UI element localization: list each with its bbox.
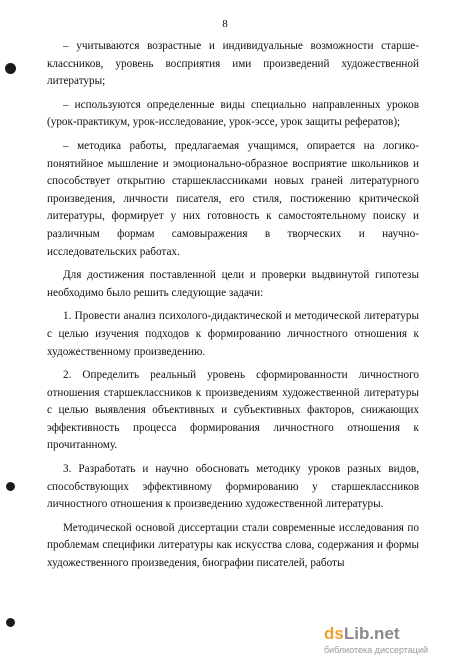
punch-hole-mark (5, 63, 16, 74)
logo-suffix: Lib.net (343, 624, 400, 643)
paragraph-4: Для достижения поставленной цели и проверки выдвинутой гипотезы необходимо было решить следующие задачи: (47, 269, 419, 299)
paragraph-8: Методической основой диссертации стали современные исследования по проблемам специфики литературы как искусства слова, содержания и формы художественного произведения, биографии писателей, работы (47, 521, 419, 570)
punch-hole-mark (6, 618, 15, 627)
paragraph-3: – методика работы, предлагаемая учащимся, опирается на логико-понятийное мышление и эмоционально-образное восприятие школьников и способствует открытию старшеклассниками новых граней литературного произведения, личности писателя, его стиля, постижению критической литературы, формирует у них готовность к самостоятельному поиску и различным формам самовыражения в творческих и научно-исследовательских работах. (47, 139, 419, 258)
logo-prefix: ds (324, 624, 344, 643)
watermark (324, 624, 442, 655)
paragraph-2: – используются определенные виды специально направленных уроков (урок-практикум, урок-исследование, урок-эссе, урок защиты рефератов); (47, 98, 419, 129)
paragraph-6: 2. Определить реальный уровень сформированности личностного отношения старшеклассников к произведениям художественной литературы с целью выявления объективных и субъективных факторов, снижающих эффективность процесса формирования личностного отношения к прочитанному. (47, 369, 419, 452)
punch-hole-mark (6, 482, 15, 491)
watermark-logo (324, 624, 442, 644)
document-body (47, 38, 419, 573)
page-number: 8 (222, 18, 228, 30)
watermark-tagline: библиотека диссертаций (324, 645, 429, 655)
paragraph-7: 3. Разработать и научно обосновать методику уроков разных видов, способствующих эффективному формированию у старшеклассников личностного отношения к произведению художественной литературы. (47, 463, 419, 511)
paragraph-5: 1. Провести анализ психолого-дидактической и методической литературы с целью изучения подходов к формированию личностного отношения к художественному произведению. (47, 310, 419, 358)
paragraph-1: – учитываются возрастные и индивидуальные возможности старше-классников, уровень восприятия ими произведений художественной литературы; (47, 40, 419, 88)
